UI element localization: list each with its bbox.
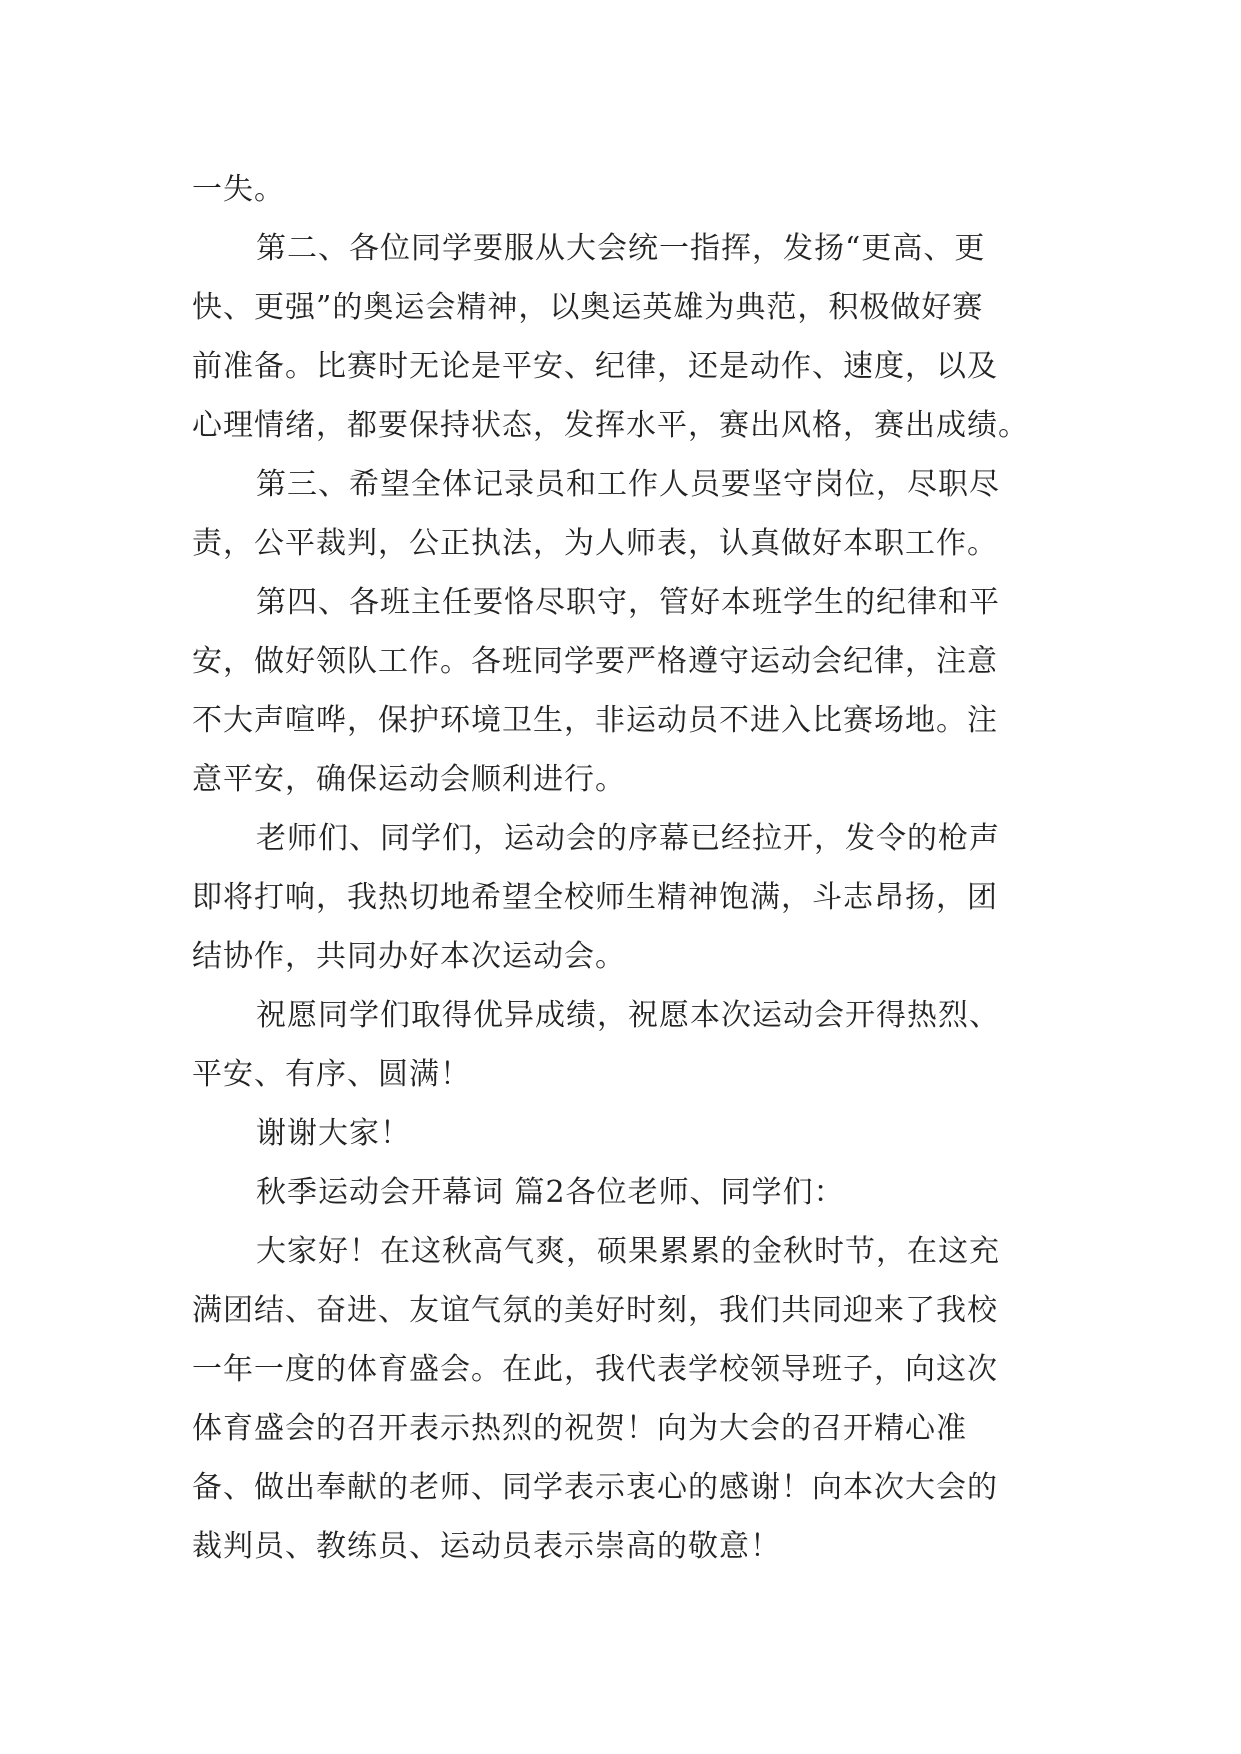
text-line: 结协作，共同办好本次运动会。 bbox=[192, 939, 626, 974]
text-line: 祝愿同学们取得优异成绩，祝愿本次运动会开得热烈、 bbox=[256, 998, 1000, 1033]
text-line: 体育盛会的召开表示热烈的祝贺！向为大会的召开精心准 bbox=[192, 1411, 967, 1446]
text-line: 一失。 bbox=[192, 172, 285, 207]
text-line: 快、更强”的奥运会精神，以奥运英雄为典范，积极做好赛 bbox=[192, 290, 984, 325]
text-line: 备、做出奉献的老师、同学表示衷心的感谢！向本次大会的 bbox=[192, 1470, 998, 1505]
text-line: 大家好！在这秋高气爽，硕果累累的金秋时节，在这充 bbox=[256, 1234, 1000, 1269]
text-line: 第四、各班主任要恪尽职守，管好本班学生的纪律和平 bbox=[256, 585, 1000, 620]
text-line: 裁判员、教练员、运动员表示崇高的敬意！ bbox=[192, 1529, 781, 1564]
text-line: 满团结、奋进、友谊气氛的美好时刻，我们共同迎来了我校 bbox=[192, 1293, 998, 1328]
text-line: 不大声喧哗，保护环境卫生，非运动员不进入比赛场地。注 bbox=[192, 703, 998, 738]
text-line: 心理情绪，都要保持状态，发挥水平，赛出风格，赛出成绩。 bbox=[192, 408, 1029, 443]
text-line: 即将打响，我热切地希望全校师生精神饱满，斗志昂扬，团 bbox=[192, 880, 998, 915]
text-line: 秋季运动会开幕词 篇2各位老师、同学们： bbox=[256, 1175, 845, 1210]
text-line: 老师们、同学们，运动会的序幕已经拉开，发令的枪声 bbox=[256, 821, 1000, 856]
document-body bbox=[192, 160, 1072, 1576]
text-line: 意平安，确保运动会顺利进行。 bbox=[192, 762, 626, 797]
text-line: 第三、希望全体记录员和工作人员要坚守岗位，尽职尽 bbox=[256, 467, 1000, 502]
text-line: 前准备。比赛时无论是平安、纪律，还是动作、速度，以及 bbox=[192, 349, 998, 384]
text-line: 一年一度的体育盛会。在此，我代表学校领导班子，向这次 bbox=[192, 1352, 998, 1387]
text-line: 平安、有序、圆满！ bbox=[192, 1057, 471, 1092]
text-line: 安，做好领队工作。各班同学要严格遵守运动会纪律，注意 bbox=[192, 644, 998, 679]
text-line: 责，公平裁判，公正执法，为人师表，认真做好本职工作。 bbox=[192, 526, 998, 561]
text-line: 谢谢大家！ bbox=[256, 1116, 411, 1151]
text-line: 第二、各位同学要服从大会统一指挥，发扬“更高、更 bbox=[256, 231, 986, 266]
